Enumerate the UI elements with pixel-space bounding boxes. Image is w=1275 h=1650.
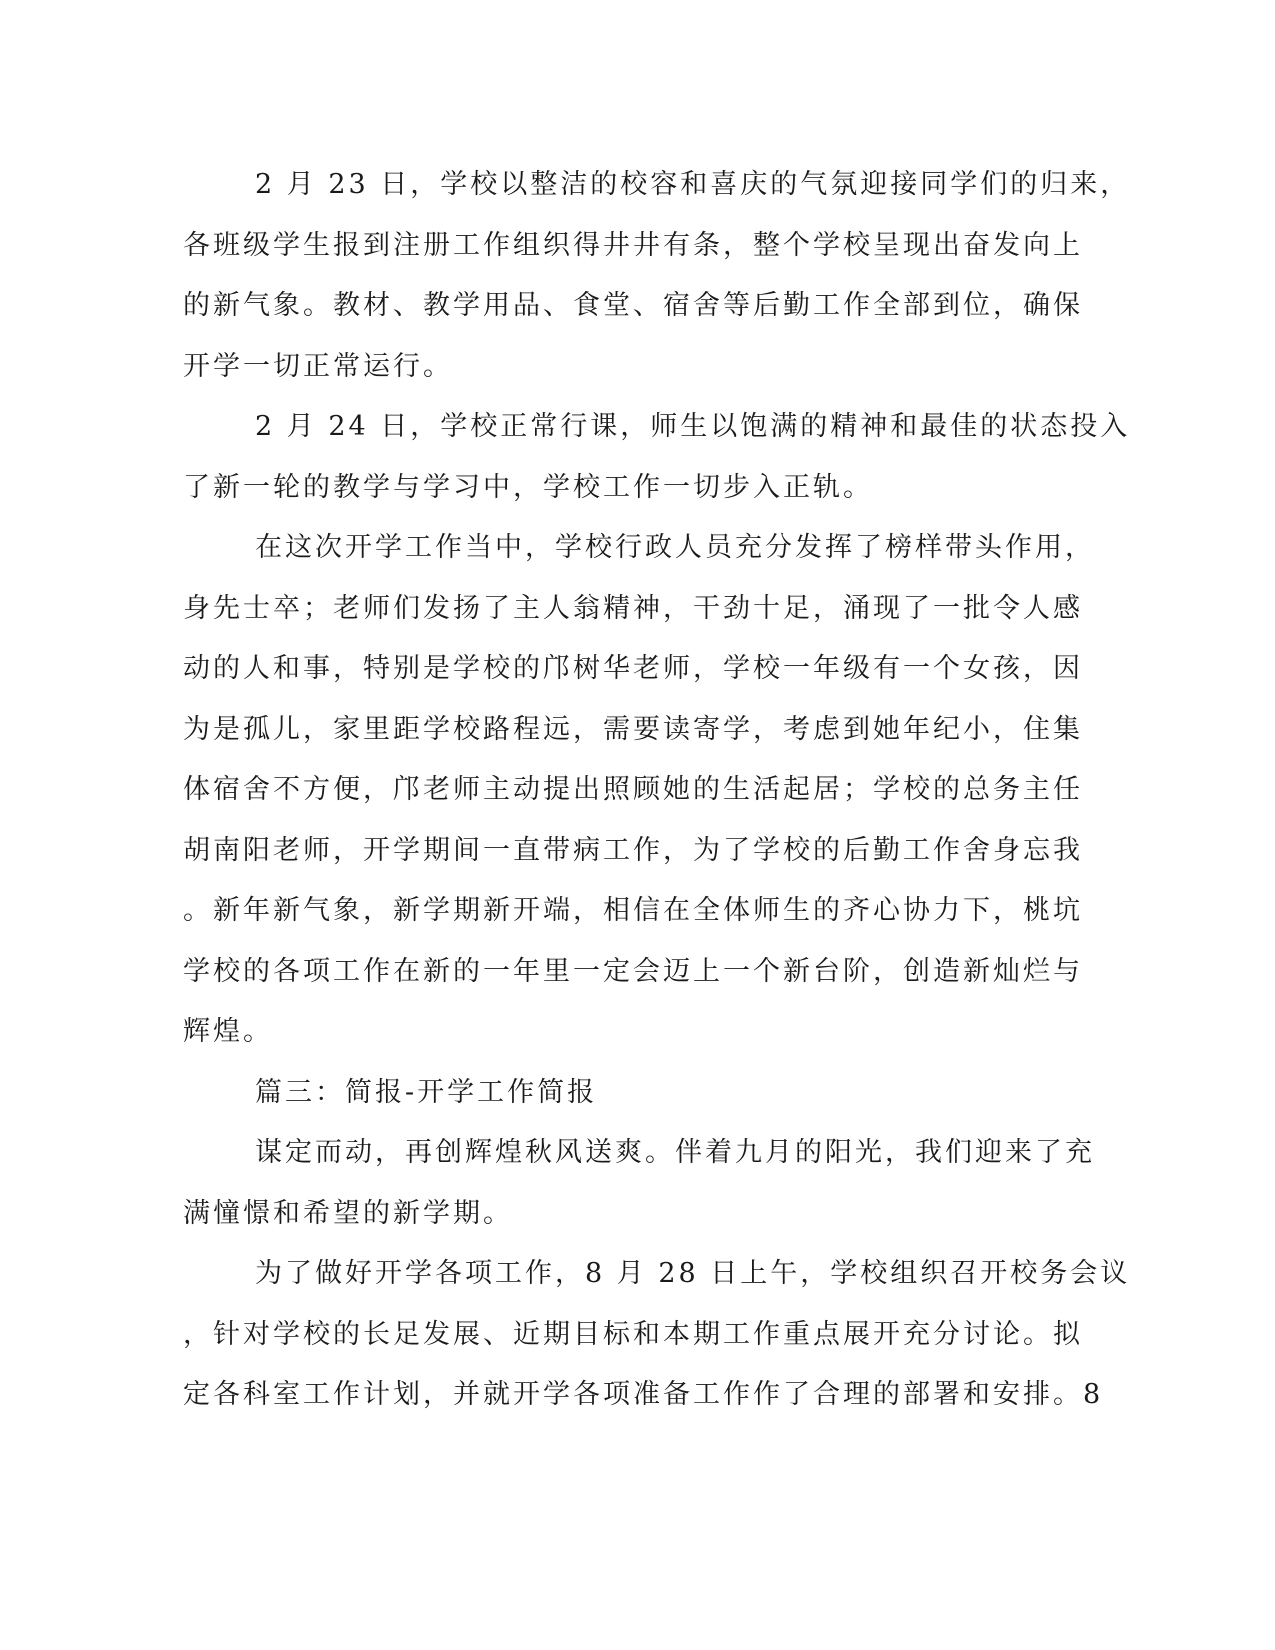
text-line: 。新年新气象，新学期新开端，相信在全体师生的齐心协力下，桃坑 (183, 895, 1083, 926)
text-line: 开学一切正常运行。 (183, 350, 453, 382)
text-line: 在这次开学工作当中，学校行政人员充分发挥了榜样带头作用， (255, 532, 1095, 563)
text-line: 2 月 24 日，学校正常行课，师生以饱满的精神和最佳的状态投入 (255, 411, 1131, 442)
text-line: 为了做好开学各项工作，8 月 28 日上午，学校组织召开校务会议 (255, 1258, 1131, 1289)
text-line: ，针对学校的长足发展、近期目标和本期工作重点展开充分讨论。拟 (183, 1318, 1083, 1350)
section-heading: 篇三：简报-开学工作简报 (255, 1076, 598, 1108)
document-body (183, 155, 1131, 1426)
text-line: 辉煌。 (183, 1016, 273, 1047)
text-line: 定各科室工作计划，并就开学各项准备工作作了合理的部署和安排。8 (183, 1379, 1104, 1410)
text-line: 身先士卒；老师们发扬了主人翁精神，干劲十足，涌现了一批令人感 (183, 592, 1083, 624)
text-line: 胡南阳老师，开学期间一直带病工作，为了学校的后勤工作舍身忘我 (183, 834, 1083, 866)
text-line: 体宿舍不方便，邝老师主动提出照顾她的生活起居；学校的总务主任 (183, 774, 1083, 805)
text-line: 的新气象。教材、教学用品、食堂、宿舍等后勤工作全部到位，确保 (183, 290, 1083, 321)
text-line: 2 月 23 日，学校以整洁的校容和喜庆的气氛迎接同学们的归来， (255, 169, 1131, 200)
text-line: 了新一轮的教学与学习中，学校工作一切步入正轨。 (183, 471, 873, 503)
text-line: 各班级学生报到注册工作组织得井井有条，整个学校呈现出奋发向上 (183, 229, 1083, 261)
text-line: 为是孤儿，家里距学校路程远，需要读寄学，考虑到她年纪小，住集 (183, 713, 1083, 745)
text-line: 谋定而动，再创辉煌秋风送爽。伴着九月的阳光，我们迎来了充 (255, 1137, 1095, 1168)
text-line: 满憧憬和希望的新学期。 (183, 1197, 513, 1229)
text-line: 动的人和事，特别是学校的邝树华老师，学校一年级有一个女孩，因 (183, 653, 1083, 684)
text-line: 学校的各项工作在新的一年里一定会迈上一个新台阶，创造新灿烂与 (183, 955, 1083, 987)
